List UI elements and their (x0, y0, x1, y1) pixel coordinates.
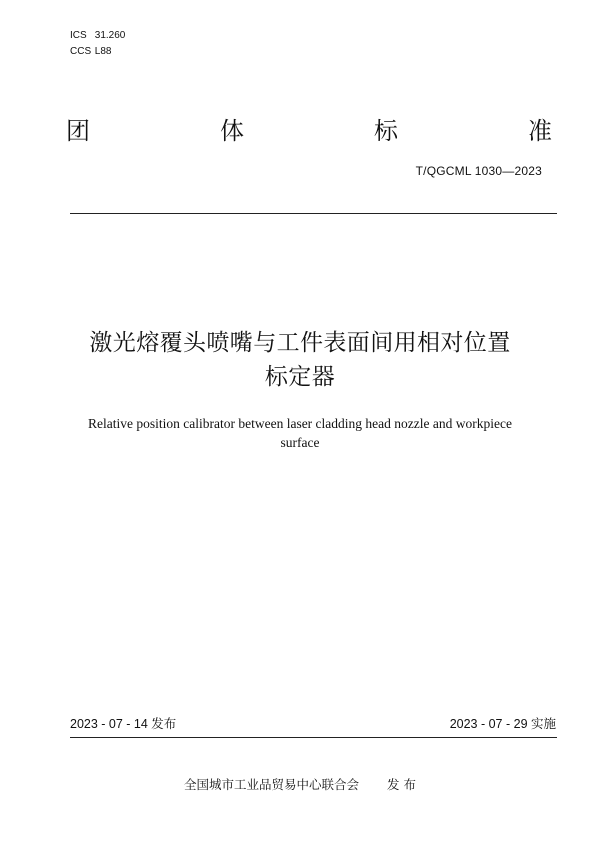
ics-value: 31.260 (94, 30, 126, 41)
chinese-title-line: 标定器 (264, 364, 336, 390)
implementation-date: 2023 - 07 - 29 实施 (449, 717, 556, 731)
ccs-label: CCS (70, 46, 92, 57)
publisher-name: 全国城市工业品贸易中心联合会 (184, 777, 360, 792)
standard-type-char: 团 (66, 117, 90, 145)
classification-codes (70, 28, 125, 60)
ccs-code (70, 44, 125, 60)
standard-number: T/QGCML 1030—2023 (415, 164, 542, 178)
top-divider (70, 213, 557, 214)
english-title (40, 414, 560, 452)
publisher (0, 775, 600, 793)
english-title-line: surface (280, 435, 320, 450)
publisher-action: 发 布 (387, 777, 416, 792)
ics-code (70, 28, 125, 44)
issue-date: 2023 - 07 - 14 发布 (70, 717, 177, 731)
bottom-divider (70, 737, 557, 738)
standard-type-heading (66, 115, 552, 147)
english-title-line: Relative position calibrator between laser cladding head nozzle and workpiece (88, 416, 512, 431)
chinese-title-line: 激光熔覆头喷嘴与工件表面间用相对位置 (89, 330, 511, 356)
chinese-title (40, 326, 560, 394)
ics-label: ICS (70, 30, 87, 41)
standard-type-char: 准 (528, 117, 552, 145)
standard-type-char: 标 (374, 117, 398, 145)
ccs-value: L88 (94, 46, 112, 57)
standard-type-char: 体 (220, 117, 244, 145)
